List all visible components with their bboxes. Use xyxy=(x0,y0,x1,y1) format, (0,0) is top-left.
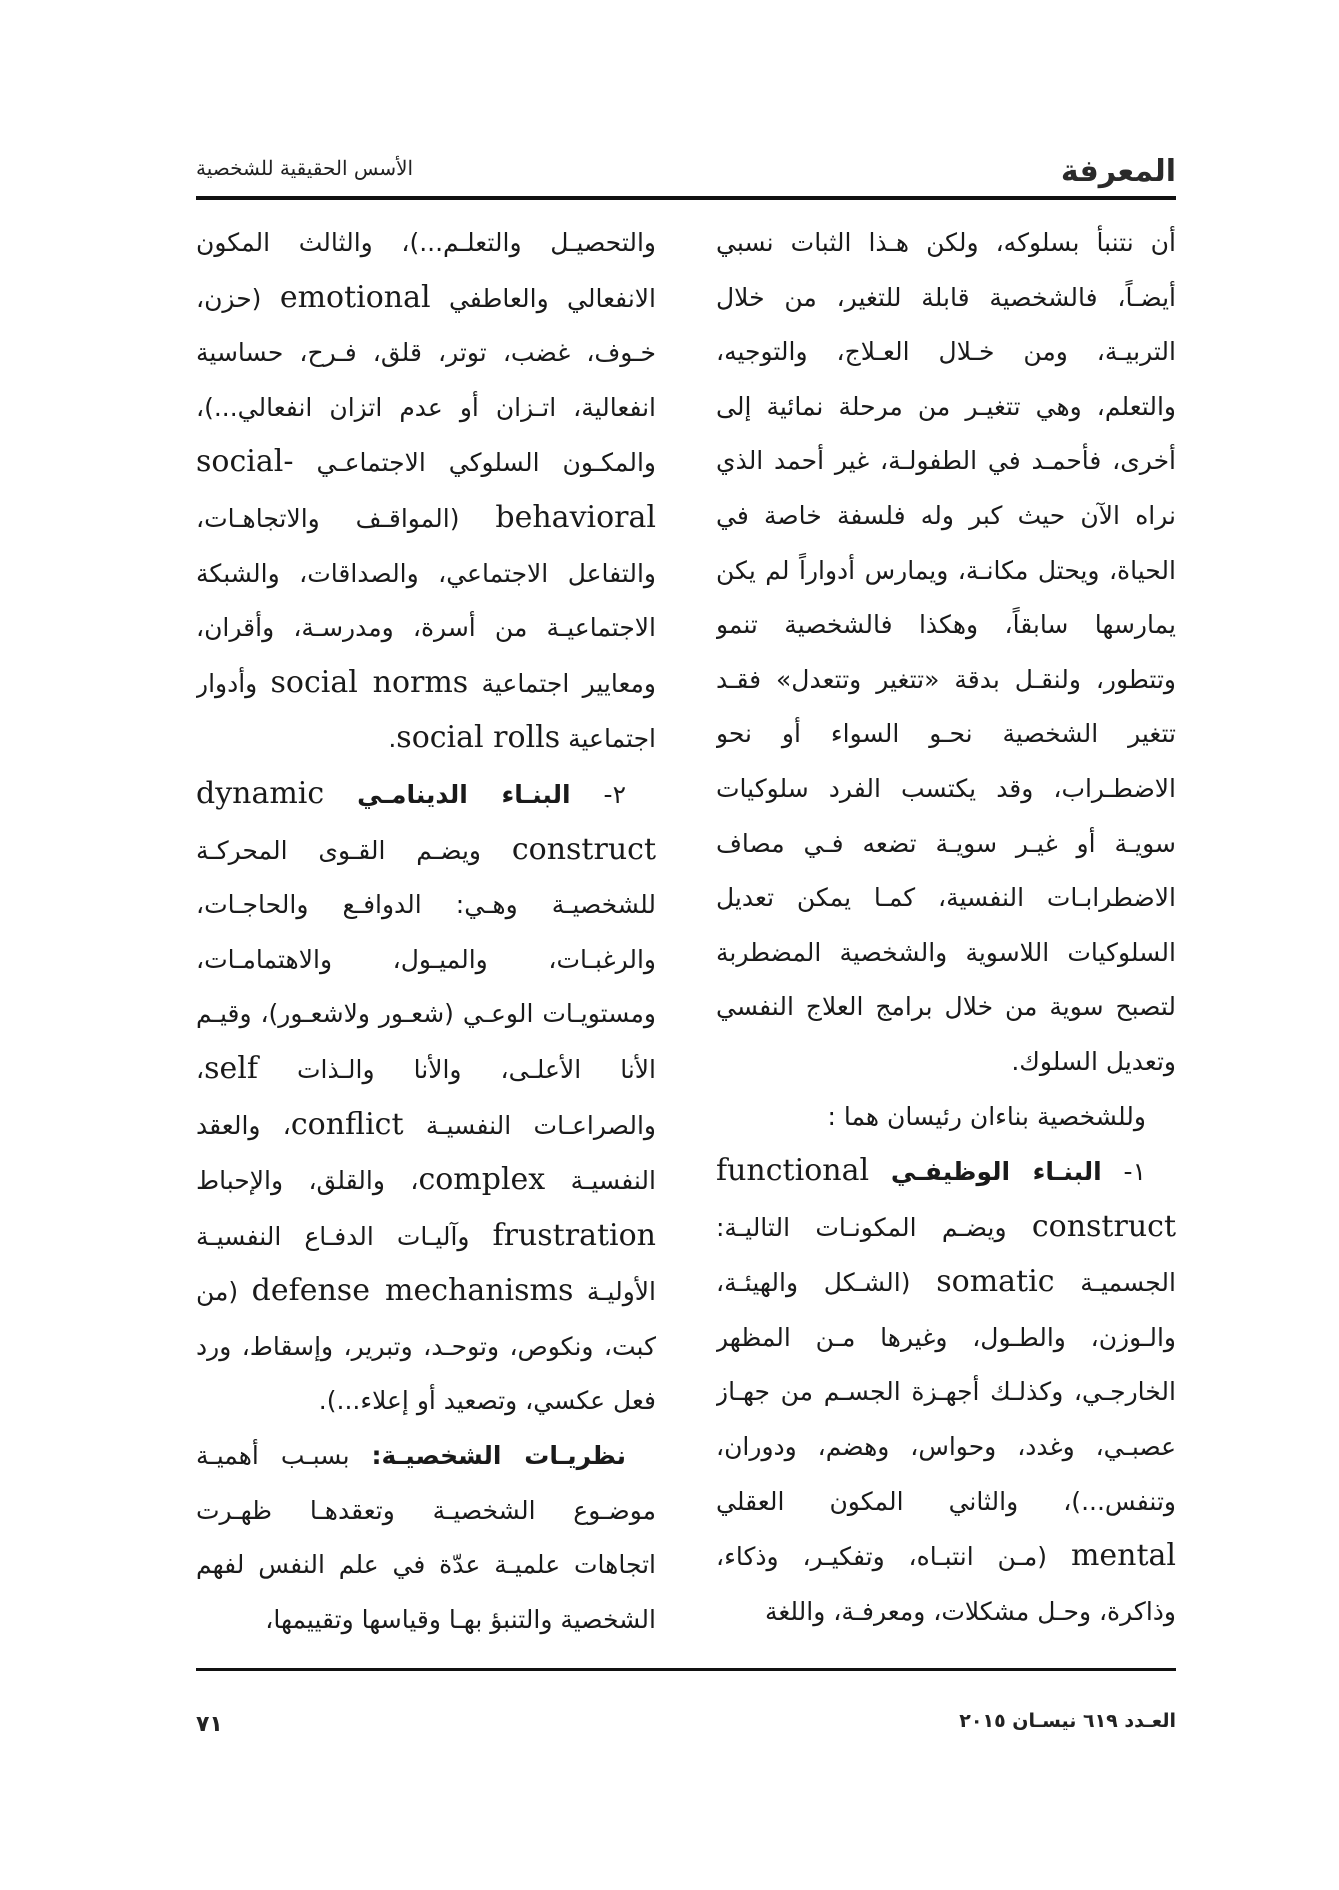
body-text: ، والقلق، والإحباط xyxy=(196,1166,419,1196)
section-heading: البنـاء الوظيفـي xyxy=(890,1157,1102,1187)
page-number: ٧١ xyxy=(196,1712,223,1737)
english-term: social norms xyxy=(270,664,469,700)
paragraph-emotional-social xyxy=(196,216,656,767)
paragraph-personality-theories xyxy=(196,1429,656,1636)
body-text: وآليـات الدفـاع النفسيـة الأوليـة xyxy=(196,1221,656,1307)
punctuation: . xyxy=(388,724,397,754)
body-text: وأدوار اجتماعية xyxy=(196,668,656,754)
body-text: ، والصراعـات النفسيـة xyxy=(196,1054,656,1140)
english-term: defense mechanisms xyxy=(251,1273,574,1309)
english-term: mental xyxy=(1070,1538,1176,1574)
section-number: ٢- xyxy=(603,779,627,809)
section-heading: البنـاء الدينامـي xyxy=(357,779,571,809)
body-text: ، والعقد النفسيـة xyxy=(196,1110,656,1196)
english-term: conflict xyxy=(290,1106,404,1142)
body-text: (مـن انتبـاه، وتفكيـر، وذكاء، وذاكرة، وحـل مشكلات، ومعرفـة، واللغة xyxy=(716,1542,1176,1626)
body-text: (الشـكل والهيئـة، والـوزن، والطـول، وغيرها مـن المظهر الخارجـي، وكذلـك أجهـزة الجسـم من جهـاز عصبـي، وغدد، وحواس، وهضم، ودوران، وتنفس...)، والثاني المكون العقلي xyxy=(716,1268,1176,1516)
magazine-logo: المعرفة xyxy=(1060,154,1176,189)
paragraph-personality-change: أن نتنبأ بسلوكه، ولكن هـذا الثبات نسبي أيضـاً، فالشخصية قابلة للتغير، من خلال التربيـة، ومن خـلال العـلاج، والتوجيه، والتعلم، وهي تتغيـر من مرحلة نمائية إلى أخرى، فأحمـد في الطفولـة، غير أحمد الذي نراه الآن حيث كبر وله فلسفة خاصة في الحياة، ويحتل مكانـة، ويمارس أدواراً لم يكن يمارسها سابقاً، وهكذا فالشخصية تنمو وتتطور، ولنقـل بدقة «تتغير وتتعدل» فقـد تتغير الشخصية نحـو السواء أو نحو الاضطـراب، وقد يكتسب الفرد سلوكيات سويـة أو غيـر سويـة تضعه فـي مصاف الاضطرابـات النفسية، كمـا يمكن تعديل السلوكيات اللاسوية والشخصية المضطربة لتصبح سوية من خلال برامج العلاج النفسي وتعديل السلوك. xyxy=(716,228,1176,1076)
section-heading: نظريـات الشخصيـة: xyxy=(371,1441,626,1471)
header-divider xyxy=(196,196,1176,200)
body-text: (من كبت، ونكوص، وتوحـد، وتبرير، وإسقاط، ورد فعل عكسي، وتصعيد أو إعلاء...). xyxy=(196,1277,656,1416)
issue-info: العـدد ٦١٩ نيسـان ٢٠١٥ xyxy=(959,1710,1176,1732)
body-text: ويضـم القـوى المحركـة للشخصيـة وهـي: الدوافـع والحاجـات، والرغبـات، والميـول، والاهتمامـات، ومستويـات الوعـي (شعـور ولاشعـور)، وقيـم الأنا الأعلـى، والأنا والـذات xyxy=(196,835,656,1084)
running-title: الأسس الحقيقية للشخصية xyxy=(196,156,414,180)
english-term: dynamic construct xyxy=(196,775,656,867)
english-term: social-behavioral xyxy=(196,444,656,535)
body-text: (حزن، خـوف، غضب، توتر، قلق، فـرح، حساسية انفعالية، اتـزان أو عدم اتزان انفعالي...)، والمكـون السلوكي الاجتماعـي xyxy=(196,283,656,478)
body-text: والتحصيـل والتعلـم...)، والثالث المكون الانفعالي والعاطفي xyxy=(196,228,656,313)
body-text: (المواقـف والاتجاهـات، والتفاعل الاجتماعي، والصداقات، والشبكة الاجتماعيـة من أسرة، ومدرسـة، وأقران، ومعايير اجتماعية xyxy=(196,503,656,698)
section-number: ١- xyxy=(1123,1157,1147,1187)
page-header xyxy=(196,146,1176,196)
english-term: frustration xyxy=(492,1217,656,1253)
paragraph-dynamic-construct xyxy=(196,767,656,1429)
body-text: بسبـب أهميـة موضـوع الشخصيـة وتعقدهـا ظهـرت اتجاهات علميـة عدّة في علم النفس لفهم الشخصية والتنبؤ بهـا وقياسها وتقييمها، xyxy=(196,1441,656,1634)
left-column xyxy=(196,216,656,1636)
right-column xyxy=(716,216,1176,1636)
paragraph-functional-construct xyxy=(716,1144,1176,1636)
english-term: complex xyxy=(418,1162,546,1198)
footer-divider xyxy=(196,1668,1176,1671)
paragraph-two-structures: وللشخصية بناءان رئيسان هما : xyxy=(827,1101,1146,1131)
english-term: somatic xyxy=(936,1264,1055,1300)
english-term: functional construct xyxy=(716,1153,1176,1244)
english-term: self xyxy=(204,1050,258,1086)
english-term: emotional xyxy=(279,279,431,315)
body-text: ويضـم المكونـات التاليـة: الجسميـة xyxy=(716,1212,1176,1298)
english-term: social rolls xyxy=(396,720,561,756)
